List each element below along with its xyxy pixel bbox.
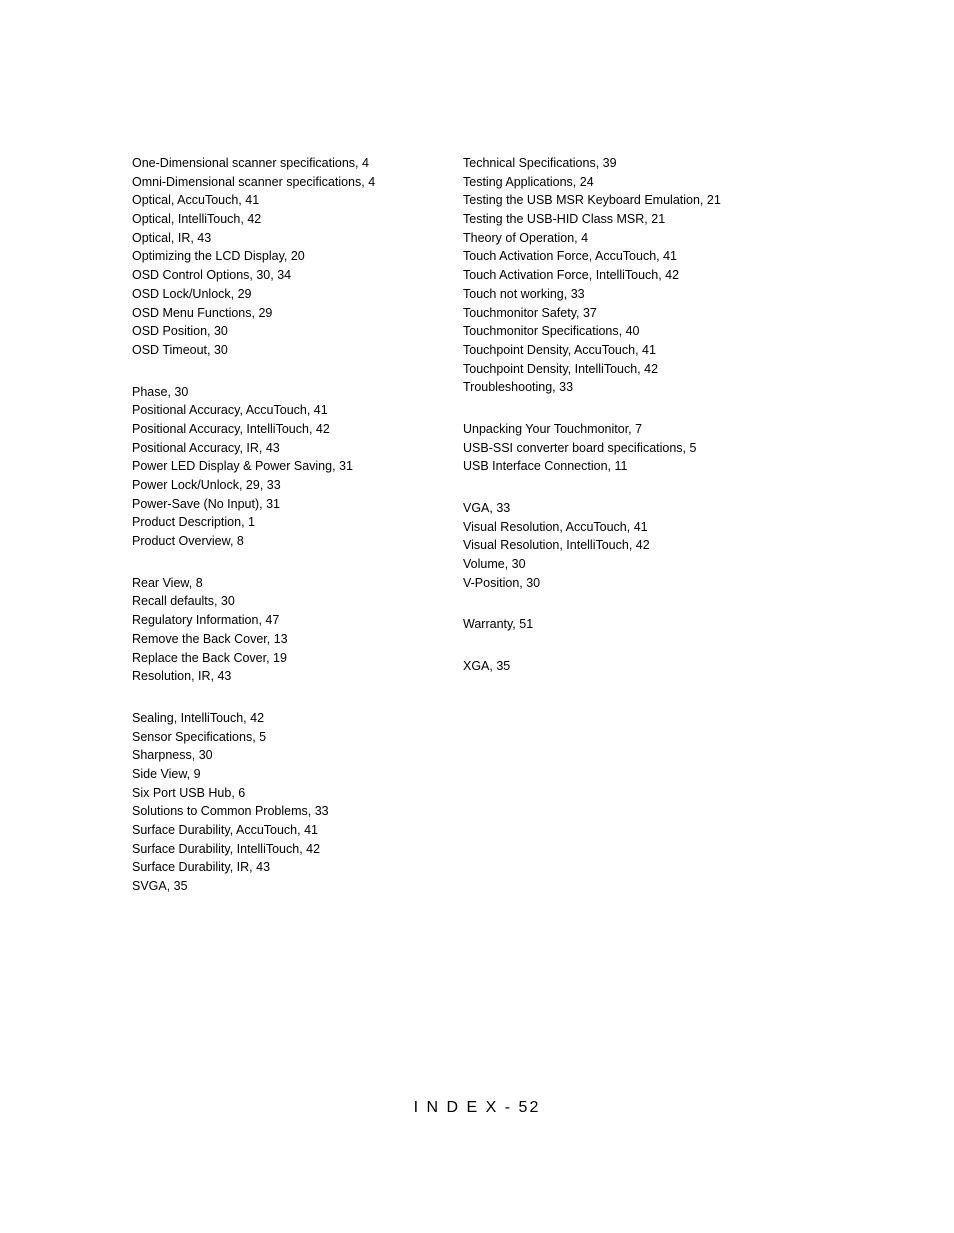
index-entry: Positional Accuracy, IntelliTouch, 42 (132, 421, 330, 436)
index-entry: Power-Save (No Input), 31 (132, 496, 280, 511)
index-entry: Resolution, IR, 43 (132, 669, 232, 684)
index-entry: XGA, 35 (463, 659, 511, 674)
index-group-x (463, 657, 721, 676)
index-entry: Optimizing the LCD Display, 20 (132, 249, 305, 264)
index-entry: Sealing, IntelliTouch, 42 (132, 710, 265, 725)
index-left-column (132, 154, 375, 919)
index-entry: Touch Activation Force, IntelliTouch, 42 (463, 268, 680, 283)
index-entry: Theory of Operation, 4 (463, 230, 589, 245)
index-entry: Testing Applications, 24 (463, 174, 594, 189)
index-entry: Touch not working, 33 (463, 286, 585, 301)
index-group-o (132, 154, 375, 360)
index-group-t (463, 154, 721, 397)
index-entry: Power LED Display & Power Saving, 31 (132, 459, 353, 474)
index-entry: Six Port USB Hub, 6 (132, 785, 246, 800)
index-entry: One-Dimensional scanner specifications, 4 (132, 156, 369, 170)
index-entry: Phase, 30 (132, 384, 189, 399)
index-entry: Omni-Dimensional scanner specifications, 4 (132, 174, 376, 189)
index-group-v (463, 499, 721, 592)
index-entry: Positional Accuracy, IR, 43 (132, 440, 280, 455)
index-entry: Warranty, 51 (463, 617, 534, 632)
index-entry: Sensor Specifications, 5 (132, 729, 267, 744)
page-footer: I N D E X - 52 (413, 1099, 541, 1116)
index-entry: Power Lock/Unlock, 29, 33 (132, 478, 281, 492)
index-entry: Optical, IR, 43 (132, 230, 212, 245)
index-entry: Rear View, 8 (132, 575, 203, 590)
index-entry: Replace the Back Cover, 19 (132, 650, 287, 665)
index-entry: Optical, AccuTouch, 41 (132, 193, 260, 208)
index-entry: Troubleshooting, 33 (463, 380, 574, 395)
index-entry: Visual Resolution, AccuTouch, 41 (463, 519, 648, 534)
index-entry: OSD Control Options, 30, 34 (132, 268, 292, 283)
index-right-column (463, 154, 721, 699)
index-entry: OSD Timeout, 30 (132, 342, 228, 357)
index-entry: VGA, 33 (463, 501, 511, 515)
index-entry: Touchmonitor Specifications, 40 (463, 324, 640, 339)
index-entry: Regulatory Information, 47 (132, 613, 280, 628)
index-entry: Surface Durability, IntelliTouch, 42 (132, 841, 321, 856)
index-entry: Product Overview, 8 (132, 534, 244, 549)
index-entry: Optical, IntelliTouch, 42 (132, 212, 262, 227)
index-entry: USB Interface Connection, 11 (463, 459, 628, 474)
index-entry: USB-SSI converter board specifications, 5 (463, 440, 697, 455)
index-entry: Positional Accuracy, AccuTouch, 41 (132, 403, 328, 418)
index-entry: Touchpoint Density, IntelliTouch, 42 (463, 361, 659, 376)
index-entry: Solutions to Common Problems, 33 (132, 804, 329, 819)
index-entry: Sharpness, 30 (132, 748, 213, 763)
index-entry: OSD Menu Functions, 29 (132, 305, 273, 320)
index-entry: Remove the Back Cover, 13 (132, 631, 288, 646)
index-entry: Volume, 30 (463, 557, 526, 572)
index-entry: Touch Activation Force, AccuTouch, 41 (463, 249, 678, 264)
index-entry: Recall defaults, 30 (132, 594, 235, 609)
index-group-r (132, 574, 375, 686)
index-entry: OSD Lock/Unlock, 29 (132, 286, 252, 301)
index-entry: Product Description, 1 (132, 515, 255, 530)
index-group-w (463, 615, 721, 634)
index-group-u (463, 420, 721, 476)
index-entry: Unpacking Your Touchmonitor, 7 (463, 421, 643, 436)
index-entry: Touchpoint Density, AccuTouch, 41 (463, 342, 656, 357)
index-entry: Visual Resolution, IntelliTouch, 42 (463, 538, 650, 553)
index-entry: Technical Specifications, 39 (463, 156, 617, 170)
index-entry: OSD Position, 30 (132, 324, 228, 339)
index-entry: Touchmonitor Safety, 37 (463, 305, 597, 320)
index-entry: Testing the USB-HID Class MSR, 21 (463, 212, 666, 227)
index-entry: Side View, 9 (132, 766, 201, 781)
index-entry: SVGA, 35 (132, 879, 188, 894)
index-entry: Surface Durability, AccuTouch, 41 (132, 823, 318, 837)
index-group-s (132, 709, 375, 896)
index-entry: Surface Durability, IR, 43 (132, 860, 271, 875)
index-entry: V-Position, 30 (463, 575, 541, 590)
index-entry: Testing the USB MSR Keyboard Emulation, 21 (463, 193, 721, 208)
index-group-p (132, 383, 375, 551)
